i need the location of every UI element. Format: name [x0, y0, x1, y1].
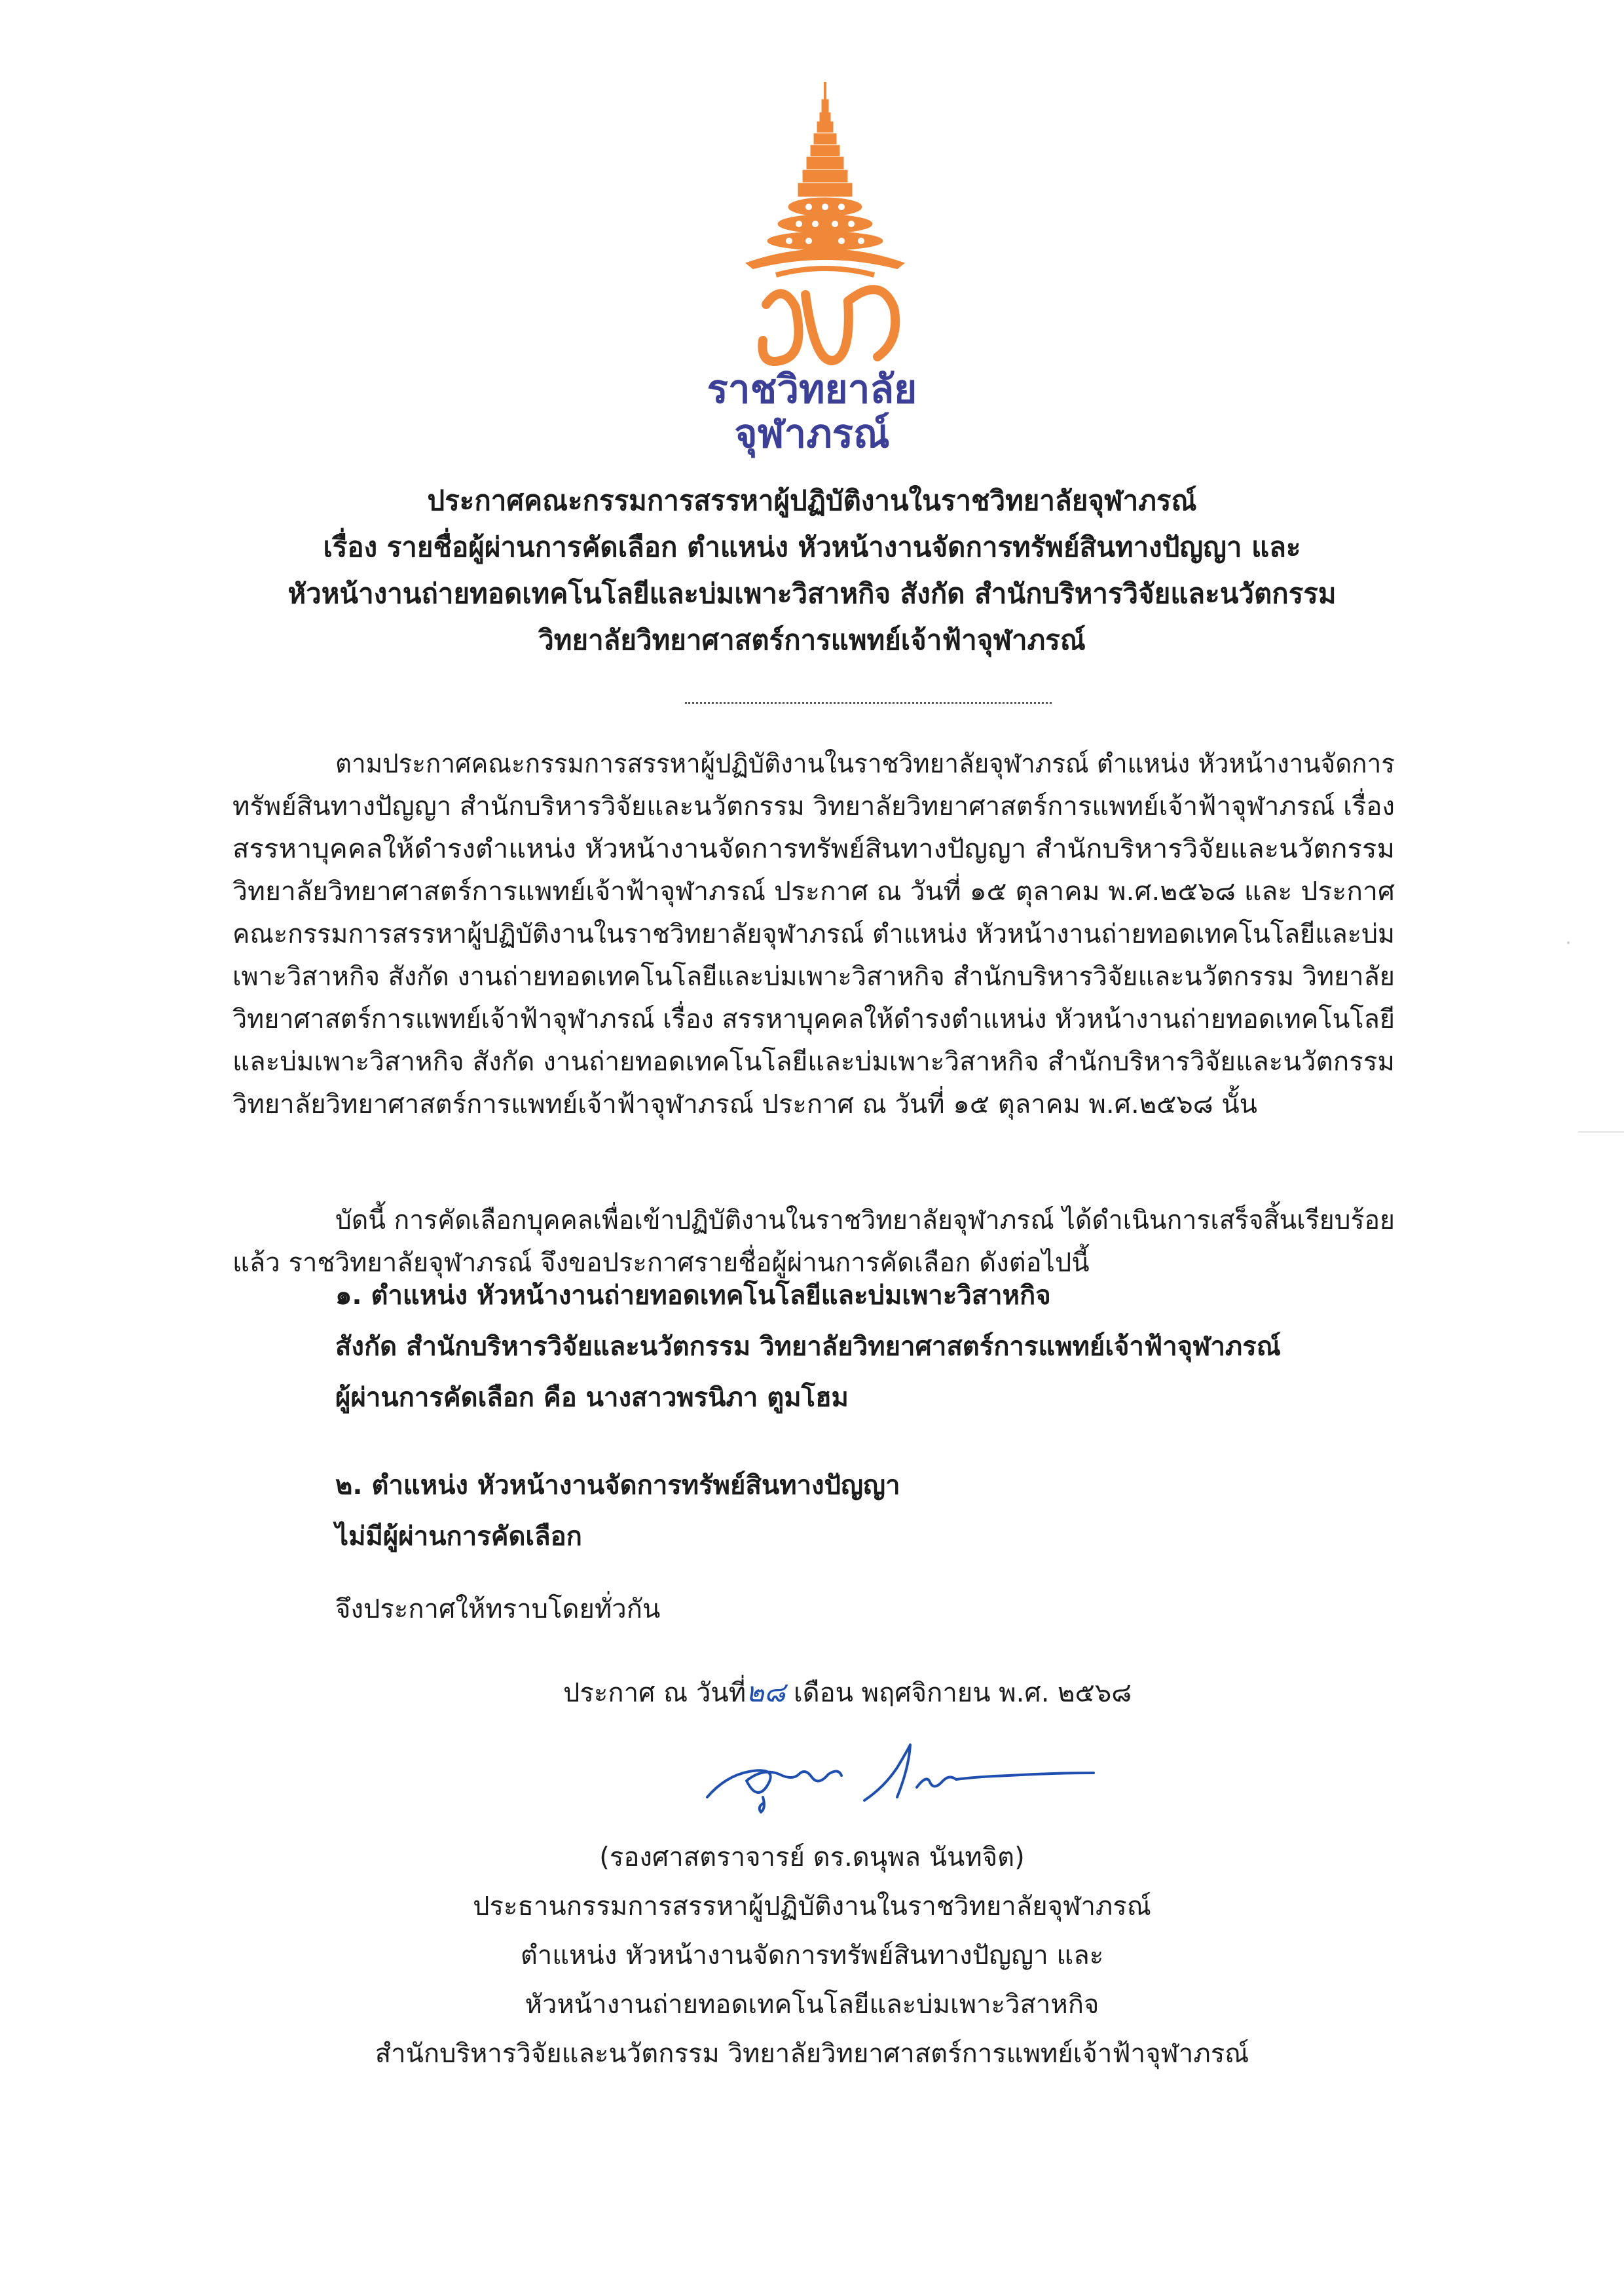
- date-prefix: ประกาศ ณ วันที่: [563, 1678, 747, 1708]
- signatory-role: หัวหน้างานถ่ายทอดเทคโนโลยีและบ่มเพาะวิสาหกิจ: [525, 1990, 1099, 2020]
- closing-statement: จึงประกาศให้ทราบโดยทั่วกัน: [335, 1594, 661, 1624]
- paragraph-line: ทรัพย์สินทางปัญญา สำนักบริหารวิจัยและนวัตกรรม วิทยาลัยวิทยาศาสตร์การแพทย์เจ้าฟ้าจุฬาภรณ์ เรื่อง: [232, 792, 1395, 822]
- paragraph-line: วิทยาลัยวิทยาศาสตร์การแพทย์เจ้าฟ้าจุฬาภรณ์ ประกาศ ณ วันที่ ๑๕ ตุลาคม พ.ศ.๒๕๖๘ นั้น: [232, 1089, 1258, 1120]
- title-line: หัวหน้างานถ่ายทอดเทคโนโลยีและบ่มเพาะวิสาหกิจ สังกัด สำนักบริหารวิจัยและนวัตกรรม: [287, 577, 1337, 610]
- crown-emblem-icon: [710, 79, 940, 386]
- announcement-title: [0, 481, 1624, 667]
- date-day-handwritten: ๒๘: [746, 1676, 786, 1708]
- paragraph-line: คณะกรรมการสรรหาผู้ปฏิบัติงานในราชวิทยาลัยจุฬาภรณ์ ตำแหน่ง หัวหน้างานถ่ายทอดเทคโนโลยีและบ่ม: [232, 919, 1395, 949]
- date-suffix: เดือน พฤศจิกายน พ.ศ. ๒๕๖๘: [785, 1678, 1132, 1708]
- title-line: เรื่อง รายชื่อผู้ผ่านการคัดเลือก ตำแหน่ง หัวหน้างานจัดการทรัพย์สินทางปัญญา และ: [323, 531, 1301, 563]
- paragraph-line: บัดนี้ การคัดเลือกบุคคลเพื่อเข้าปฏิบัติงานในราชวิทยาลัยจุฬาภรณ์ ได้ดำเนินการเสร็จสิ้นเรียบร้อย: [335, 1205, 1395, 1235]
- signatory-name: (รองศาสตราจารย์ ดร.ดนุพล นันทจิต): [599, 1842, 1025, 1872]
- paragraph-line: วิทยาศาสตร์การแพทย์เจ้าฟ้าจุฬาภรณ์ เรื่อง สรรหาบุคคลให้ดำรงตำแหน่ง หัวหน้างานถ่ายทอดเทคโนโลยี: [232, 1004, 1395, 1034]
- result-item-1: [335, 1270, 1281, 1423]
- result-line: ผู้ผ่านการคัดเลือก คือ นางสาวพรนิภา ตูมโฮม: [335, 1383, 849, 1413]
- result-item-2: [335, 1460, 900, 1562]
- title-line: ประกาศคณะกรรมการสรรหาผู้ปฏิบัติงานในราชวิทยาลัยจุฬาภรณ์: [427, 484, 1197, 517]
- paragraph-line: เพาะวิสาหกิจ สังกัด งานถ่ายทอดเทคโนโลยีและบ่มเพาะวิสาหกิจ สำนักบริหารวิจัยและนวัตกรรม วิทยาลัย: [232, 962, 1395, 992]
- signatory-block: [0, 1833, 1624, 2079]
- paragraph-line: ตามประกาศคณะกรรมการสรรหาผู้ปฏิบัติงานในราชวิทยาลัยจุฬาภรณ์ ตำแหน่ง หัวหน้างานจัดการ: [335, 749, 1395, 779]
- handwritten-signature: [701, 1735, 1107, 1820]
- scan-speck: [1567, 941, 1570, 944]
- paragraph-line: วิทยาลัยวิทยาศาสตร์การแพทย์เจ้าฟ้าจุฬาภรณ์ ประกาศ ณ วันที่ ๑๕ ตุลาคม พ.ศ.๒๕๖๘ และ ประกาศ: [232, 877, 1395, 907]
- paragraph-line: สรรหาบุคคลให้ดำรงตำแหน่ง หัวหน้างานจัดการทรัพย์สินทางปัญญา สำนักบริหารวิจัยและนวัตกรรม: [232, 834, 1395, 864]
- scan-edge-mark: [1578, 1131, 1624, 1133]
- result-line: ๑. ตำแหน่ง หัวหน้างานถ่ายทอดเทคโนโลยีและบ่มเพาะวิสาหกิจ: [335, 1281, 1051, 1311]
- result-line: ไม่มีผู้ผ่านการคัดเลือก: [335, 1522, 582, 1552]
- result-line: สังกัด สำนักบริหารวิจัยและนวัตกรรม วิทยาลัยวิทยาศาสตร์การแพทย์เจ้าฟ้าจุฬาภรณ์: [335, 1332, 1281, 1362]
- body-paragraph-1: [232, 743, 1395, 1126]
- signatory-role: ประธานกรรมการสรรหาผู้ปฏิบัติงานในราชวิทยาลัยจุฬาภรณ์: [473, 1891, 1151, 1922]
- title-line: วิทยาลัยวิทยาศาสตร์การแพทย์เจ้าฟ้าจุฬาภรณ์: [538, 624, 1086, 656]
- result-line: ๒. ตำแหน่ง หัวหน้างานจัดการทรัพย์สินทางปัญญา: [335, 1470, 900, 1501]
- logo-name-line1: ราชวิทยาลัย: [707, 367, 917, 412]
- signatory-role: ตำแหน่ง หัวหน้างานจัดการทรัพย์สินทางปัญญา และ: [520, 1941, 1104, 1971]
- paragraph-line: และบ่มเพาะวิสาหกิจ สังกัด งานถ่ายทอดเทคโนโลยีและบ่มเพาะวิสาหกิจ สำนักบริหารวิจัยและนวัตกรรม: [232, 1047, 1395, 1077]
- logo-name-line2: จุฬาภรณ์: [734, 411, 890, 457]
- paragraph-line: แล้ว ราชวิทยาลัยจุฬาภรณ์ จึงขอประกาศรายชื่อผู้ผ่านการคัดเลือก ดังต่อไปนี้: [232, 1248, 1090, 1278]
- dotted-divider: [685, 702, 1052, 704]
- announcement-date: [563, 1673, 1132, 1713]
- signatory-role: สำนักบริหารวิจัยและนวัตกรรม วิทยาลัยวิทยาศาสตร์การแพทย์เจ้าฟ้าจุฬาภรณ์: [375, 2039, 1249, 2069]
